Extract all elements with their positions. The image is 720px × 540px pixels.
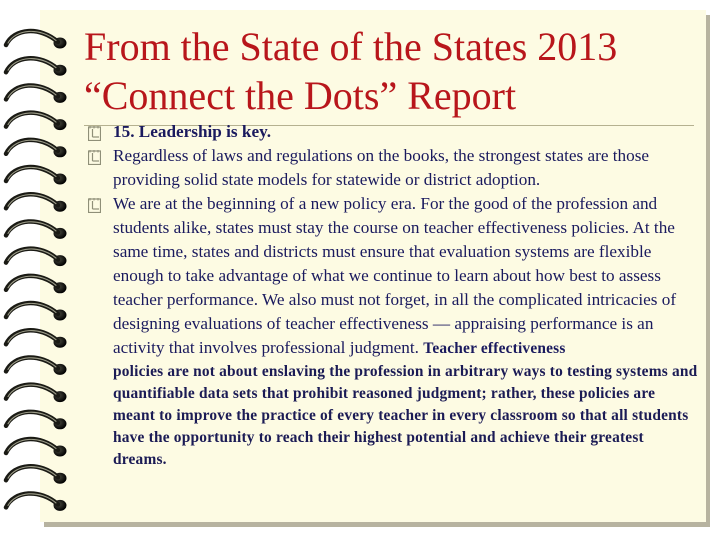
spiral-ring-icon: [6, 330, 67, 347]
spiral-ring-icon: [6, 194, 67, 211]
bullet-text-tail-start: Teacher effectiveness: [423, 340, 566, 357]
spiral-ring-icon: [6, 221, 67, 238]
notepad-bullet-icon: [88, 198, 101, 213]
spiral-ring-icon: [6, 249, 67, 266]
title-line-1: From the State of the States 2013: [84, 24, 618, 69]
spiral-ring-icon: [6, 412, 67, 429]
spiral-binding: [0, 0, 90, 540]
spiral-ring-icon: [6, 385, 67, 402]
spiral-ring-icon: [6, 85, 67, 102]
spiral-ring-icon: [6, 58, 67, 75]
bullet-text: Regardless of laws and regulations on the books, the strongest states are those providing solid state models for statewide or district adoption.: [113, 146, 650, 189]
page-title: [84, 22, 704, 120]
spiral-ring-icon: [6, 276, 67, 293]
bullet-text: [113, 192, 698, 361]
bullet-text-tail: policies are not about enslaving the profession in arbitrary ways to testing systems and quantifiable data sets that prohibit reasoned judgment; rather, these policies are meant to improve the practice of every teacher in every classroom so that all students have the opportunity to reach their highest potential and achieve their greatest dreams.: [113, 363, 698, 468]
bullet-list: [88, 120, 698, 471]
notepad-bullet-icon: [88, 126, 101, 141]
bullet-text: 15. Leadership is key.: [113, 122, 272, 141]
bullet-item: [88, 120, 698, 144]
spiral-ring-icon: [6, 493, 67, 510]
spiral-ring-icon: [6, 140, 67, 157]
bullet-item: [88, 192, 698, 471]
title-line-2: “Connect the Dots” Report: [84, 73, 517, 118]
bullet-item: [88, 144, 698, 192]
spiral-ring-icon: [6, 31, 67, 48]
spiral-ring-icon: [6, 167, 67, 184]
spiral-ring-icon: [6, 466, 67, 483]
notepad-bullet-icon: [88, 150, 101, 165]
spiral-ring-icon: [6, 303, 67, 320]
spiral-ring-icon: [6, 439, 67, 456]
bullet-text-main: We are at the beginning of a new policy era. For the good of the profession and students alike, states must stay the course on teacher effectiveness policies. At the same time, states and districts must ensure that evaluation systems are flexible enough to take advantage of what we continue to learn about how best to assess teacher performance. We also must not forget, in all the complicated intricacies of designing evaluations of teacher effectiveness — appraising performance is an activity that involves professional judgment.: [113, 194, 677, 357]
spiral-ring-icon: [6, 113, 67, 130]
spiral-ring-icon: [6, 357, 67, 374]
